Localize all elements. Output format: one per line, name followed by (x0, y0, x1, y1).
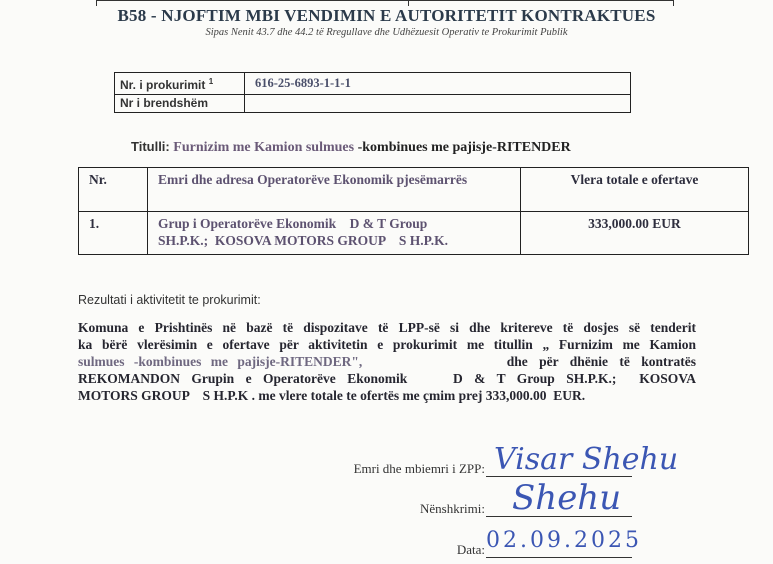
title-value-a: Furnizim me Kamion sulmues (173, 140, 355, 155)
page-title: B58 - NJOFTIM MBI VENDIMIN E AUTORITETIT KONTRAKTUES (117, 6, 656, 25)
top-border (96, 0, 674, 4)
result-paragraph: Komuna e Prishtinës në bazë të dispozitave të LPP-së si dhe kritereve të dosjes së tenderit ka bërë vlerësimin e ofertave për aktivitetin e prokurimit me titullin „ Furnizim me Kamion sulmues -kombinues me pajisje-RITENDER", dhe për dhënie të kontratës REKOMANDON Grupin e Operatorëve Ekonomik D & T Group SH.P.K.; KOSOVA MOTORS GROUP S H.P.K . me vlere totale te ofertës me çmim prej 333,000.00 EUR. (78, 320, 696, 403)
header-nr: Nr. (79, 168, 148, 212)
internal-number-label: Nr i brendshëm (115, 95, 245, 113)
procurement-number-value: 616-25-6893-1-1-1 (245, 73, 631, 95)
row-operator: Grup i Operatorëve Ekonomik D & T Group SH.P.K.; KOSOVA MOTORS GROUP S H.P.K. (148, 212, 521, 255)
internal-number-value (245, 95, 631, 113)
page-subtitle: Sipas Nenit 43.7 dhe 44.2 të Rregullave dhe Udhëzuesit Operativ te Prokurimit Publik (205, 27, 568, 38)
procurement-title (131, 139, 571, 156)
header-operator: Emri dhe adresa Operatorëve Ekonomik pjesëmarrës (148, 168, 521, 212)
reference-table (114, 72, 631, 113)
date-label: Data: (456, 542, 485, 557)
zpp-name-label: Emri dhe mbiemri i ZPP: (353, 461, 485, 476)
signature-block (250, 442, 750, 564)
zpp-name-handwriting: Visar Shehu (494, 442, 679, 477)
table-header-row (79, 168, 749, 212)
table-row (79, 212, 749, 255)
title-label: Titulli: (131, 139, 170, 154)
procurement-number-label: Nr. i prokurimit $^1$ (115, 73, 245, 95)
date-handwriting: 02.09.2025 (486, 528, 642, 553)
title-value-b: -kombinues me pajisje-RITENDER (357, 140, 571, 155)
offers-table (78, 167, 749, 255)
row-nr: 1. (79, 212, 148, 255)
result-label: Rezultati i aktivitetit te prokurimit: (78, 293, 261, 307)
signature-label: Nënshkrimi: (420, 501, 485, 516)
row-value: 333,000.00 EUR (521, 212, 749, 255)
header-value: Vlera totale e ofertave (521, 168, 749, 212)
signature-handwriting: Shehu (512, 478, 622, 518)
